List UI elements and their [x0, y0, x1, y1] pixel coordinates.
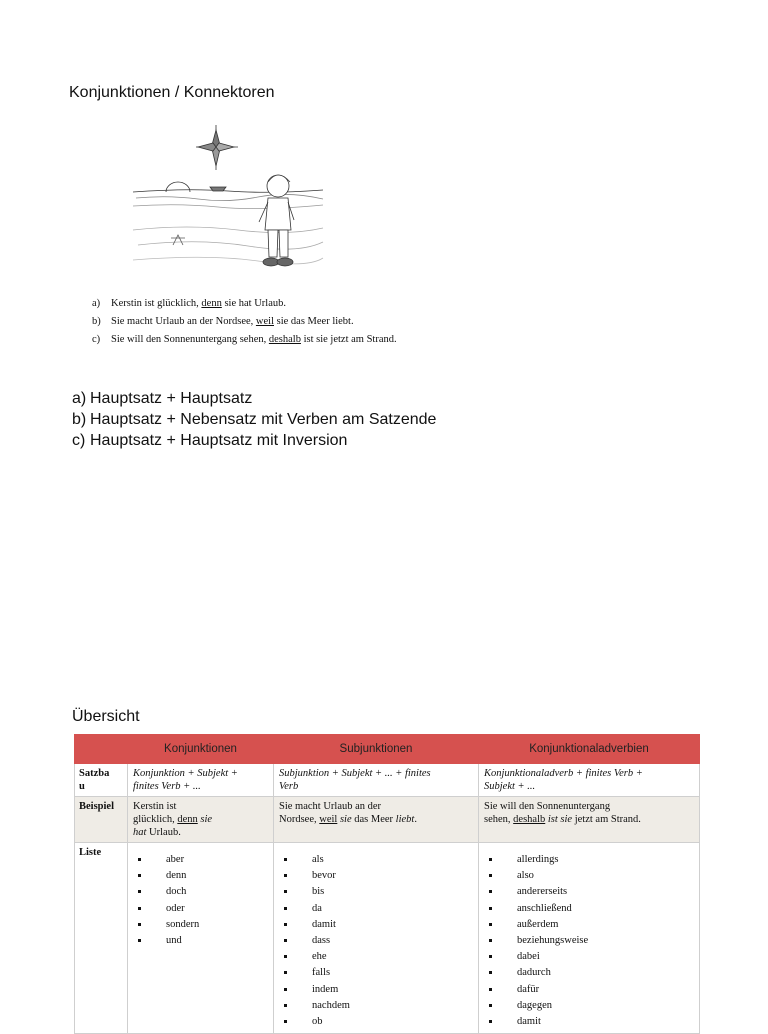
table-cell: Sie macht Urlaub an der Nordsee, weil sie das Meer liebt. [274, 797, 479, 843]
table-cell: Kerstin ist glücklich, denn sie hat Urlaub. [128, 797, 274, 843]
sentence-type-list [72, 388, 436, 451]
table-cell [479, 843, 700, 1034]
list-item: andererseits [484, 884, 694, 900]
list-item: bevor [279, 868, 473, 884]
konjunktionaladverbien-list [484, 852, 694, 1030]
list-item: dadurch [484, 965, 694, 981]
example-sentence: b) Sie macht Urlaub an der Nordsee, weil sie das Meer liebt. [92, 316, 354, 327]
list-item: falls [279, 965, 473, 981]
list-item: indem [279, 982, 473, 998]
table-row-beispiel [75, 797, 700, 843]
table-header: Konjunktionaladverbien [479, 735, 700, 764]
list-item: außerdem [484, 917, 694, 933]
table-header: Konjunktionen [128, 735, 274, 764]
table-header-row [75, 735, 700, 764]
list-item: dagegen [484, 998, 694, 1014]
table-header: Subjunktionen [274, 735, 479, 764]
list-item: damit [484, 1014, 694, 1030]
list-item: aber [133, 852, 268, 868]
boy-at-beach-illustration [128, 120, 328, 275]
list-item: damit [279, 917, 473, 933]
row-label: Liste [75, 843, 128, 1034]
list-item: also [484, 868, 694, 884]
overview-table [74, 734, 700, 1034]
table-header-empty [75, 735, 128, 764]
example-sentence: a) Kerstin ist glücklich, denn sie hat Urlaub. [92, 298, 286, 309]
list-item: ehe [279, 949, 473, 965]
list-item: anschließend [484, 901, 694, 917]
list-item: und [133, 933, 268, 949]
row-label: Satzba u [75, 764, 128, 797]
table-cell: Konjunktion + Subjekt + finites Verb + ... [128, 764, 274, 797]
list-item: dabei [484, 949, 694, 965]
example-sentence: c) Sie will den Sonnenuntergang sehen, deshalb ist sie jetzt am Strand. [92, 334, 397, 345]
list-item: beziehungsweise [484, 933, 694, 949]
table-row-liste [75, 843, 700, 1034]
list-item: doch [133, 884, 268, 900]
table-cell: Subjunktion + Subjekt + ... + finites Verb [274, 764, 479, 797]
konjunktionen-list [133, 852, 268, 949]
table-cell [128, 843, 274, 1034]
list-item: bis [279, 884, 473, 900]
subjunktionen-list [279, 852, 473, 1030]
table-cell [274, 843, 479, 1034]
list-item: da [279, 901, 473, 917]
list-item: denn [133, 868, 268, 884]
overview-title: Übersicht [72, 708, 140, 725]
sentence-type: b) Hauptsatz + Nebensatz mit Verben am Satzende [72, 411, 437, 428]
sentence-type: c) Hauptsatz + Hauptsatz mit Inversion [72, 432, 348, 449]
list-item: ob [279, 1014, 473, 1030]
sentence-type: a) Hauptsatz + Hauptsatz [72, 390, 253, 407]
table-cell: Konjunktionaladverb + finites Verb + Subjekt + ... [479, 764, 700, 797]
list-item: allerdings [484, 852, 694, 868]
compass-rose-icon [196, 125, 238, 170]
list-item: oder [133, 901, 268, 917]
row-label: Beispiel [75, 797, 128, 843]
list-item: sondern [133, 917, 268, 933]
list-item: nachdem [279, 998, 473, 1014]
page-title: Konjunktionen / Konnektoren [69, 84, 275, 101]
table-row-satzbau [75, 764, 700, 797]
list-item: als [279, 852, 473, 868]
list-item: dafür [484, 982, 694, 998]
table-cell: Sie will den Sonnenuntergang sehen, deshalb ist sie jetzt am Strand. [479, 797, 700, 843]
example-sentences [92, 295, 397, 349]
list-item: dass [279, 933, 473, 949]
